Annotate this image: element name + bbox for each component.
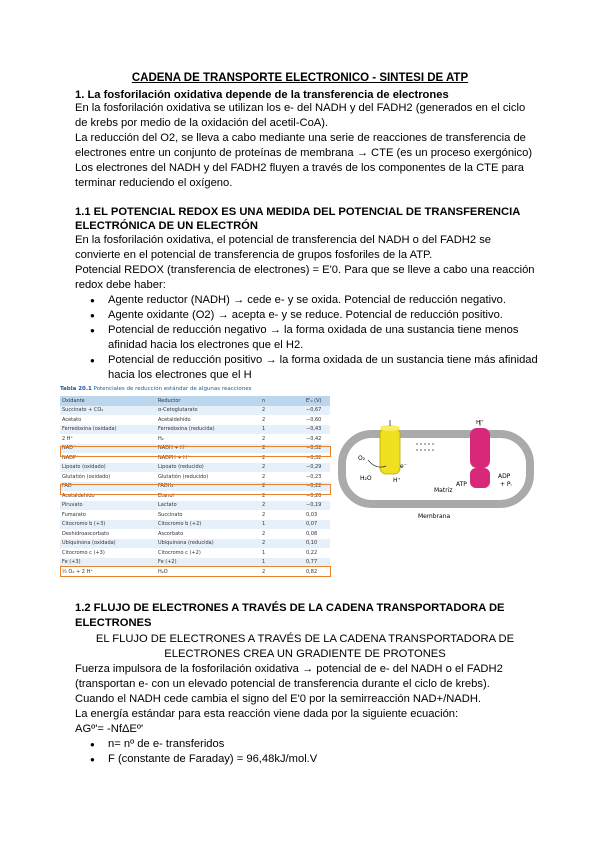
table-cell: Acetato: [62, 416, 82, 423]
table-row: [60, 529, 330, 539]
table-cell: 2: [262, 492, 266, 499]
s1-paragraph-2: La reducción del O2, se lleva a cabo mediante una serie de reacciones de transferencia de electrones entre un conjunto de proteínas de membrana → CTE (es un proceso exergónico): [75, 132, 533, 159]
table-cell: −0,22: [304, 482, 330, 492]
s11-paragraph-1: En la fosforilación oxidativa, el potencial de transferencia del NADH o del FADH2 se convierte en el potencial de transferencia de grupos fosforiles de la ATP.: [75, 234, 492, 261]
table-cell: Lipoato (oxidado): [60, 463, 156, 473]
label-pi: + Pᵢ: [500, 481, 512, 488]
table-cell: Ascorbato: [158, 530, 184, 537]
table-cell: Fe (+3): [60, 558, 156, 568]
table-cell: 2 H⁺: [62, 435, 74, 442]
list-item: ● Agente reductor (NADH) → cede e- y se oxida. Potencial de reducción negativo.: [90, 293, 548, 308]
label-membrane: Membrana: [418, 513, 451, 520]
col-header-n: n: [260, 396, 304, 406]
table-cell: 2: [262, 473, 266, 480]
page-title: CADENA DE TRANSPORTE ELECTRONICO - SINTESI DE ATP: [131, 72, 469, 84]
table-cell: Piruvato: [60, 501, 156, 511]
table-cell: −0,42: [306, 435, 322, 442]
table-cell: 2: [262, 511, 266, 518]
label-matrix: Matriz: [434, 487, 453, 494]
table-cell: 2: [260, 501, 304, 511]
table-cell: 2: [262, 416, 266, 423]
table-caption: [60, 386, 251, 392]
table-caption-text: Potenciales de reducción estándar de algunas reacciones: [93, 386, 252, 392]
table-row: [60, 510, 330, 520]
membrane-diagram: [338, 420, 534, 520]
table-cell: 2: [260, 539, 304, 549]
label-hplus-top: H⁺: [476, 420, 484, 426]
table-cell: 0,08: [306, 530, 318, 537]
table-cell: Etanol: [158, 492, 174, 499]
table-cell: ½ O₂ + 2 H⁺: [62, 568, 93, 575]
s12-paragraph-2: Cuando el NADH cede cambia el signo del E'0 por la semirreacción NAD+/NADH.: [75, 693, 482, 705]
table-cell: Ubiquinona (oxidada): [60, 539, 156, 549]
label-hplus-bottom: H⁺: [393, 477, 401, 484]
table-cell: Lipoato (reducido): [156, 463, 260, 473]
list-item: ● Potencial de reducción positivo → la forma oxidada de un sustancia tiene más afinidad hacia los electrones que el H: [90, 353, 548, 383]
s1-paragraph-3: Los electrones del NADH y del FADH2 fluyen a través de los componentes de la CTE para terminar reduciendo el oxígeno.: [75, 162, 524, 189]
table-cell: 2: [262, 454, 266, 461]
table-cell: −0,43: [304, 425, 330, 435]
table-row: [60, 539, 330, 549]
atp-synthase-top: [470, 428, 490, 468]
redox-potential-table-figure: [60, 386, 330, 586]
table-cell: 2: [262, 530, 266, 537]
table-cell: FAD: [60, 482, 156, 492]
table-cell: Fe (+2): [156, 558, 260, 568]
list-item: ● Potencial de reducción negativo → la forma oxidada de una sustancia tiene menos afinidad hacia los electrones que el H2.: [90, 323, 548, 353]
label-atp: ATP: [456, 481, 467, 488]
s12-centered-line-2: ELECTRONES CREA UN GRADIENTE DE PROTONES: [164, 648, 446, 660]
table-cell: 0,10: [304, 539, 330, 549]
table-cell: −0,60: [306, 416, 322, 423]
table-cell: −0,29: [304, 463, 330, 473]
table-cell: Citocromo b (+2): [156, 520, 260, 530]
s12-paragraph-3: La energía estándar para esta reacción viene dada por la siguiente ecuación:: [75, 708, 459, 720]
s1-paragraph-1: En la fosforilación oxidativa se utilizan los e- del NADH y del FADH2 (generados en el ciclo de krebs por medio de la oxidación del acetil-CoA).: [75, 102, 526, 129]
table-row: [60, 425, 330, 435]
table-cell: Deshidroascorbato: [62, 530, 110, 537]
table-cell: H₂: [158, 435, 164, 442]
list-item: ● Agente oxidante (O2) → acepta e- y se reduce. Potencial de reducción positivo.: [90, 308, 548, 323]
table-cell: NAD⁺: [60, 444, 156, 454]
section-1-2-heading: 1.2 FLUJO DE ELECTRONES A TRAVÉS DE LA CADENA TRANSPORTADORA DE ELECTRONES: [75, 602, 505, 629]
table-cell: Acetaldehído: [158, 416, 191, 423]
table-row: [60, 463, 330, 473]
table-cell: Succinato: [158, 511, 183, 518]
label-adp: ADP: [498, 473, 511, 480]
list-item: ● n= nº de e- transferidos: [90, 737, 548, 752]
table-cell: −0,23: [306, 473, 322, 480]
table-cell: −0,67: [304, 406, 330, 416]
table-caption-label: Tabla 20.1: [60, 386, 92, 392]
table-cell: Succinato + CO₂: [60, 406, 156, 416]
table-cell: −0,20: [306, 492, 322, 499]
s11-paragraph-2: Potencial REDOX (transferencia de electrones) = E'0. Para que se lleve a cabo una reacción redox debe haber:: [75, 264, 535, 291]
table-cell: 0,22: [306, 549, 318, 556]
s12-paragraph-1: Fuerza impulsora de la fosforilación oxidativa → potencial de e- del NADH o el FADH2 (transportan e- con un elevado potencial de transferencia durante el ciclo de krebs).: [75, 663, 503, 690]
table-cell: 2: [260, 482, 304, 492]
table-cell: NADH + H⁺: [156, 444, 260, 454]
label-o2: O₂: [358, 455, 366, 462]
table-cell: 0,77: [304, 558, 330, 568]
col-header-reductor: Reductor: [156, 396, 260, 406]
table-cell: NADP⁺: [62, 454, 79, 461]
table-cell: 0,03: [306, 511, 318, 518]
table-cell: Lactato: [156, 501, 260, 511]
table-cell: 1: [260, 425, 304, 435]
table-cell: NADPH + H⁺: [158, 454, 190, 461]
table-cell: 1: [262, 549, 266, 556]
table-cell: 1: [260, 520, 304, 530]
label-h2o: H₂O: [360, 475, 372, 482]
table-cell: −0,32: [306, 454, 322, 461]
table-cell: Citocromo b (+3): [60, 520, 156, 530]
table-cell: 0,07: [304, 520, 330, 530]
table-cell: 0,82: [306, 568, 318, 575]
table-cell: 2: [262, 435, 266, 442]
table-cell: Acetaldehído: [62, 492, 95, 499]
table-cell: FADH₂: [156, 482, 260, 492]
highlight-o2-row: [60, 566, 331, 577]
table-cell: Citocromo c (+3): [62, 549, 105, 556]
table-cell: −0,32: [304, 444, 330, 454]
highlight-nad-row: [60, 446, 331, 457]
s12-equation: AGº'= -NfΔEº': [75, 723, 144, 735]
col-header-oxidant: Oxidante: [60, 396, 156, 406]
table-cell: 1: [260, 558, 304, 568]
s12-centered-line-1: EL FLUJO DE ELECTRONES A TRAVÉS DE LA CADENA TRANSPORTADORA DE: [95, 633, 515, 645]
table-row: [60, 415, 330, 425]
table-row: [60, 548, 330, 558]
table-cell: Ferredoxina (oxidada): [60, 425, 156, 435]
table-cell: 2: [262, 568, 266, 575]
table-cell: Ferredoxina (reducida): [156, 425, 260, 435]
table-row: [60, 434, 330, 444]
table-row: [60, 406, 330, 416]
table-cell: α-Cetoglutarato: [156, 406, 260, 416]
table-cell: Glutatión (reducido): [158, 473, 209, 480]
table-row: [60, 472, 330, 482]
table-cell: −0,19: [304, 501, 330, 511]
atp-synthase-bottom: [470, 468, 490, 488]
table-cell: 2: [260, 463, 304, 473]
section-1-heading: 1. La fosforilación oxidativa depende de la transferencia de electrones: [75, 89, 449, 101]
table-cell: Glutatión (oxidado): [62, 473, 111, 480]
highlight-fad-row: [60, 484, 331, 495]
list-item: ● F (constante de Faraday) = 96,48kJ/mol.V: [90, 752, 548, 767]
table-row: [60, 501, 330, 511]
table-cell: Ubiquinona (reducida): [156, 539, 260, 549]
table-cell: H₂O: [158, 568, 168, 575]
table-row: [60, 520, 330, 530]
table-cell: 2: [260, 406, 304, 416]
section-1-1-heading: 1.1 EL POTENCIAL REDOX ES UNA MEDIDA DEL POTENCIAL DE TRANSFERENCIA ELECTRÓNICA DE UN ELECTRÓN: [75, 206, 520, 232]
table-cell: Fumarato: [62, 511, 86, 518]
col-header-e0: E'₀ (V): [304, 396, 330, 406]
table-cell: 2: [260, 444, 304, 454]
table-cell: Citocromo c (+2): [158, 549, 201, 556]
label-e-minus: e⁻: [400, 463, 407, 470]
